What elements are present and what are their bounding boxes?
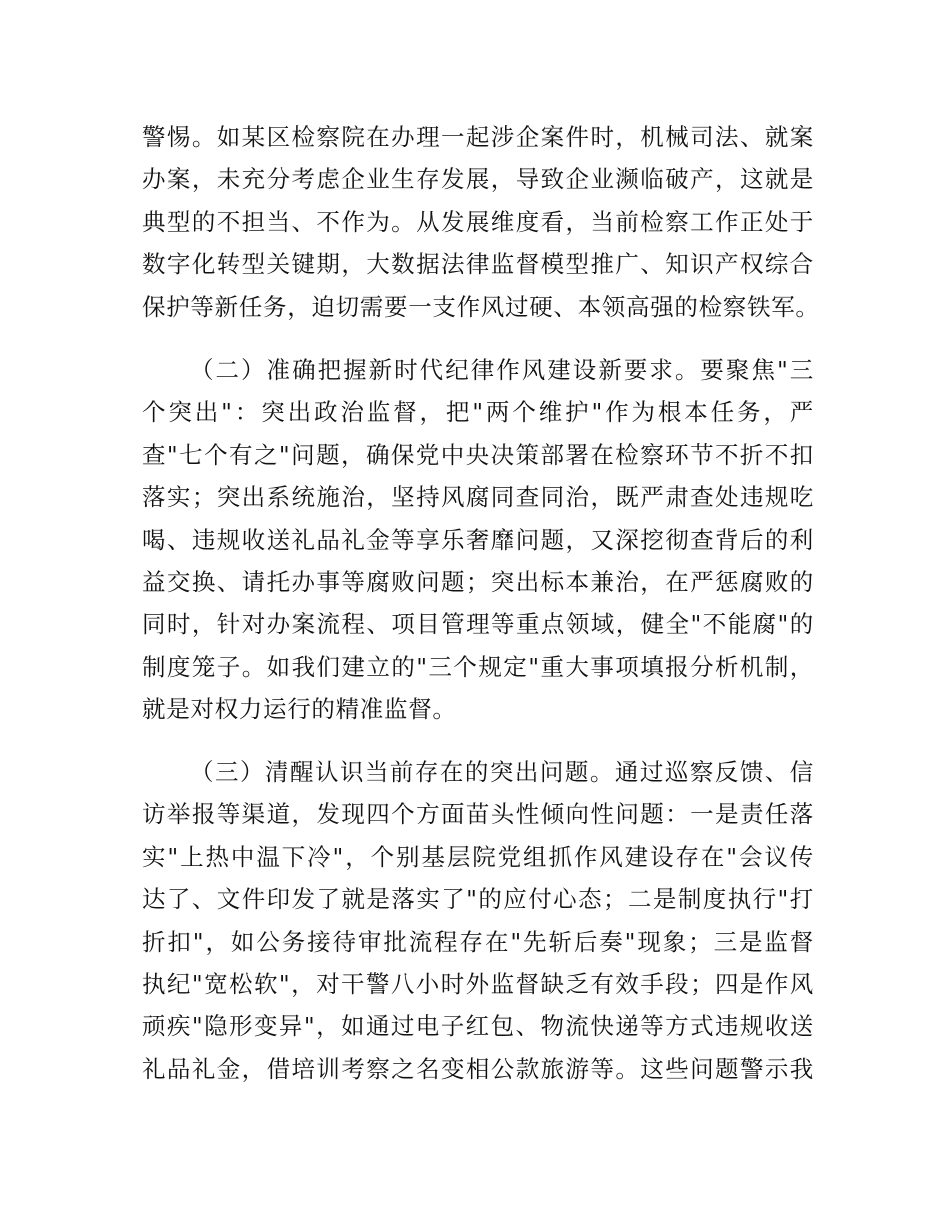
text-line: 就是对权力运行的精准监督。 — [142, 695, 457, 724]
text-line: 同时，针对办案流程、项目管理等重点领域，健全"不能腐"的 — [142, 610, 814, 639]
text-line: （三）清醒认识当前存在的突出问题。通过巡察反馈、信 — [190, 758, 814, 786]
text-line: 警惕。如某区检察院在办理一起涉企案件时，机械司法、就案 — [142, 123, 814, 151]
paragraph-3 — [142, 751, 814, 1090]
text-line: 达了、文件印发了就是落实了"的应付心态；二是制度执行"打 — [142, 885, 814, 914]
text-line: 折扣"，如公务接待审批流程存在"先斩后奏"现象；三是监督 — [142, 927, 814, 956]
text-line: 个突出"：突出政治监督，把"两个维护"作为根本任务，严 — [142, 398, 814, 427]
text-line: 查"七个有之"问题，确保党中央决策部署在检察环节不折不扣 — [142, 440, 814, 469]
text-line: 执纪"宽松软"，对干警八小时外监督缺乏有效手段；四是作风 — [142, 970, 814, 999]
text-line: 数字化转型关键期，大数据法律监督模型推广、知识产权综合 — [142, 250, 814, 279]
text-line: 办案，未充分考虑企业生存发展，导致企业濒临破产，这就是 — [142, 165, 814, 194]
text-line: 制度笼子。如我们建立的"三个规定"重大事项填报分析机制， — [142, 652, 814, 681]
text-line: 典型的不担当、不作为。从发展维度看，当前检察工作正处于 — [142, 207, 814, 236]
text-line: 访举报等渠道，发现四个方面苗头性倾向性问题：一是责任落 — [142, 800, 814, 829]
text-line: 保护等新任务，迫切需要一支作风过硬、本领高强的检察铁军。 — [142, 292, 820, 321]
text-line: （二）准确把握新时代纪律作风建设新要求。要聚焦"三 — [190, 356, 814, 384]
text-line: 落实；突出系统施治，坚持风腐同查同治，既严肃查处违规吃 — [142, 483, 814, 512]
text-line: 喝、违规收送礼品礼金等享乐奢靡问题，又深挖彻查背后的利 — [142, 525, 814, 554]
text-line: 益交换、请托办事等腐败问题；突出标本兼治，在严惩腐败的 — [142, 568, 814, 597]
text-line: 顽疾"隐形变异"，如通过电子红包、物流快递等方式违规收送 — [142, 1012, 814, 1041]
text-line: 实"上热中温下冷"，个别基层院党组抓作风建设存在"会议传 — [142, 842, 814, 871]
text-line: 礼品礼金，借培训考察之名变相公款旅游等。这些问题警示我 — [142, 1054, 814, 1083]
paragraph-1 — [142, 116, 820, 328]
paragraph-2 — [142, 349, 814, 731]
